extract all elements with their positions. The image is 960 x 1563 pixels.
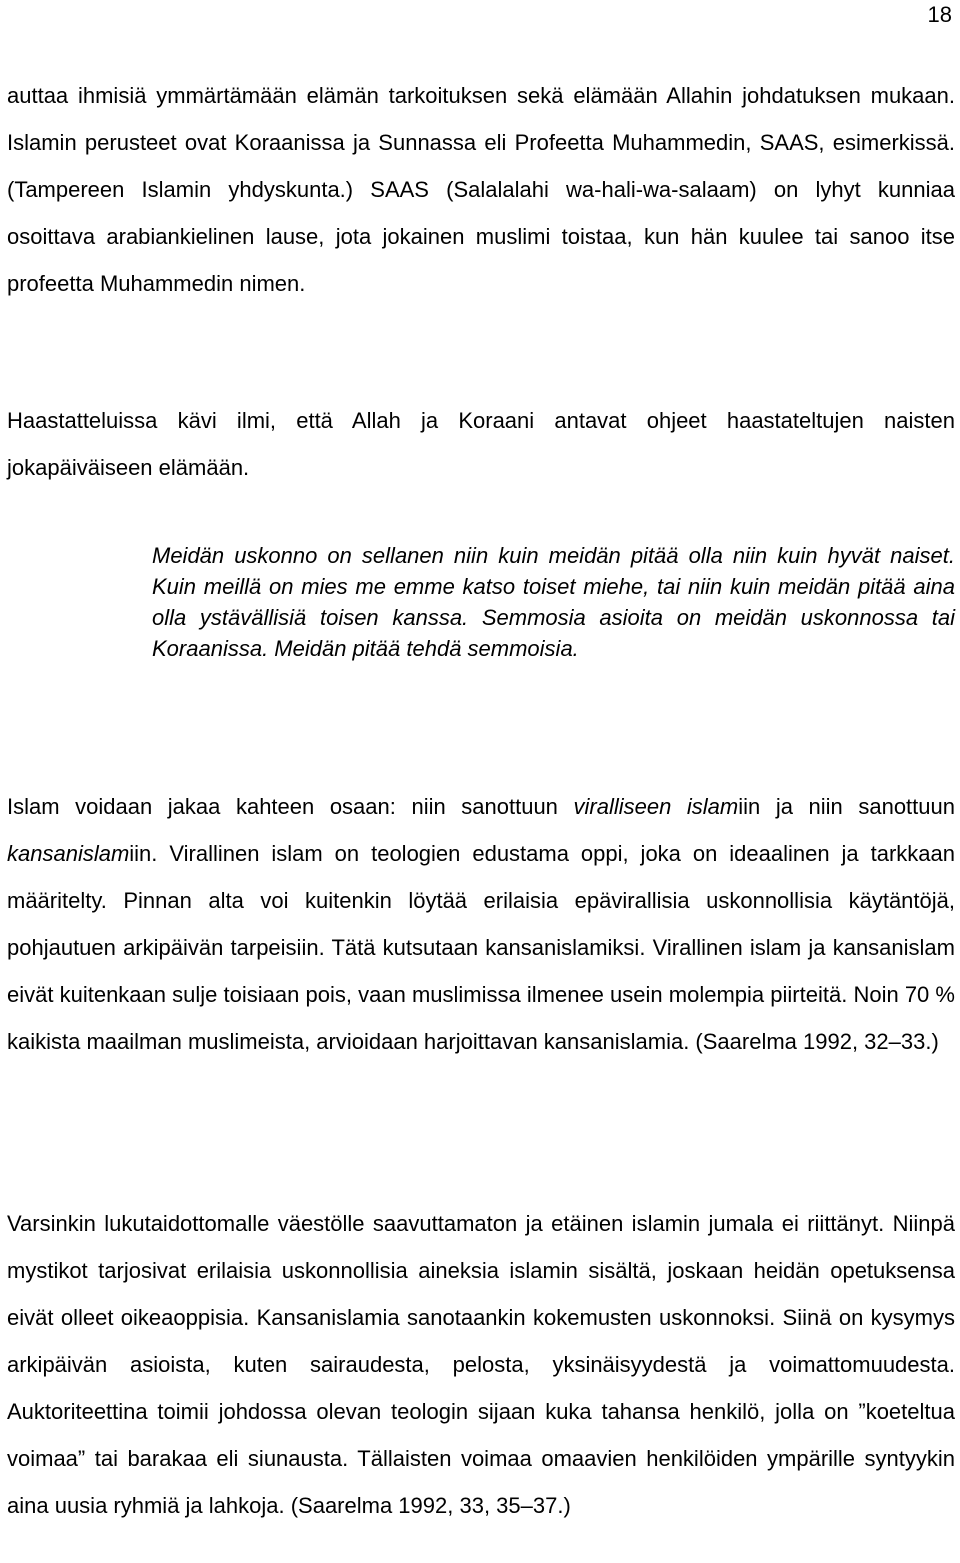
interview-quote: Meidän uskonno on sellanen niin kuin meidän pitää olla niin kuin hyvät naiset. Kuin meillä on mies me emme katso toiset miehe, tai niin kuin meidän pitää aina olla ystävällisiä toisen kanssa. Semmosia asioita on meidän uskonnossa tai Koraanissa. Meidän pitää tehdä semmoisia. [152,543,955,661]
body-paragraph-3 [7,783,955,1065]
term-viralliseen-islam: viralliseen islam [573,794,739,819]
body-paragraph-2: Haastatteluissa kävi ilmi, että Allah ja Koraani antavat ohjeet haastateltujen naisten jokapäiväiseen elämään. [7,408,955,480]
page-number: 18 [927,2,952,27]
body-paragraph-1: auttaa ihmisiä ymmärtämään elämän tarkoituksen sekä elämään Allahin johdatuksen mukaan. Islamin perusteet ovat Koraanissa ja Sunnassa eli Profeetta Muhammedin, SAAS, esimerkissä. (Tampereen Islamin yhdyskunta.) SAAS (Salalalahi wa-hali-wa-salaam) on lyhyt kunniaa osoittava arabiankielinen lause, jota jokainen muslimi toistaa, kun hän kuulee tai sanoo itse profeetta Muhammedin nimen. [7,83,955,296]
body-paragraph-4: Varsinkin lukutaidottomalle väestölle saavuttamaton ja etäinen islamin jumala ei riittänyt. Niinpä mystikot tarjosivat erilaisia uskonnollisia aineksia islamin sisältä, joskaan heidän opetuksensa eivät olleet oikeaoppisia. Kansanislamia sanotaankin kokemusten uskonnoksi. Siinä on kysymys arkipäivän asioista, kuten sairaudesta, pelosta, yksinäisyydestä ja voimattomuudesta. Auktoriteettina toimii johdossa olevan teologin sijaan kuka tahansa henkilö, jolla on ”koeteltua voimaa” tai barakaa eli siunausta. Tällaisten voimaa omaavien henkilöiden ympärille syntyykin aina uusia ryhmiä ja lahkoja. (Saarelma 1992, 33, 35–37.) [7,1211,955,1518]
paragraph-3-text-1: Islam voidaan jakaa kahteen osaan: niin sanottuun [7,794,574,819]
paragraph-3-text-2: iin ja niin sanottuun [738,794,955,819]
paragraph-3-text-3: iin. Virallinen islam on teologien edustama oppi, joka on ideaalinen ja tarkkaan määritelty. Pinnan alta voi kuitenkin löytää erilaisia epävirallisia uskonnollisia käytäntöjä, pohjautuen arkipäivän tarpeisiin. Tätä kutsutaan kansanislamiksi. Virallinen islam ja kansanislam eivät kuitenkaan sulje toisiaan pois, vaan muslimissa ilmenee usein molempia piirteitä. Noin 70 % kaikista maailman muslimeista, arvioidaan harjoittavan kansanislamia. (Saarelma 1992, 32–33.) [7,841,955,1054]
term-kansanislam: kansanislam [7,841,130,866]
